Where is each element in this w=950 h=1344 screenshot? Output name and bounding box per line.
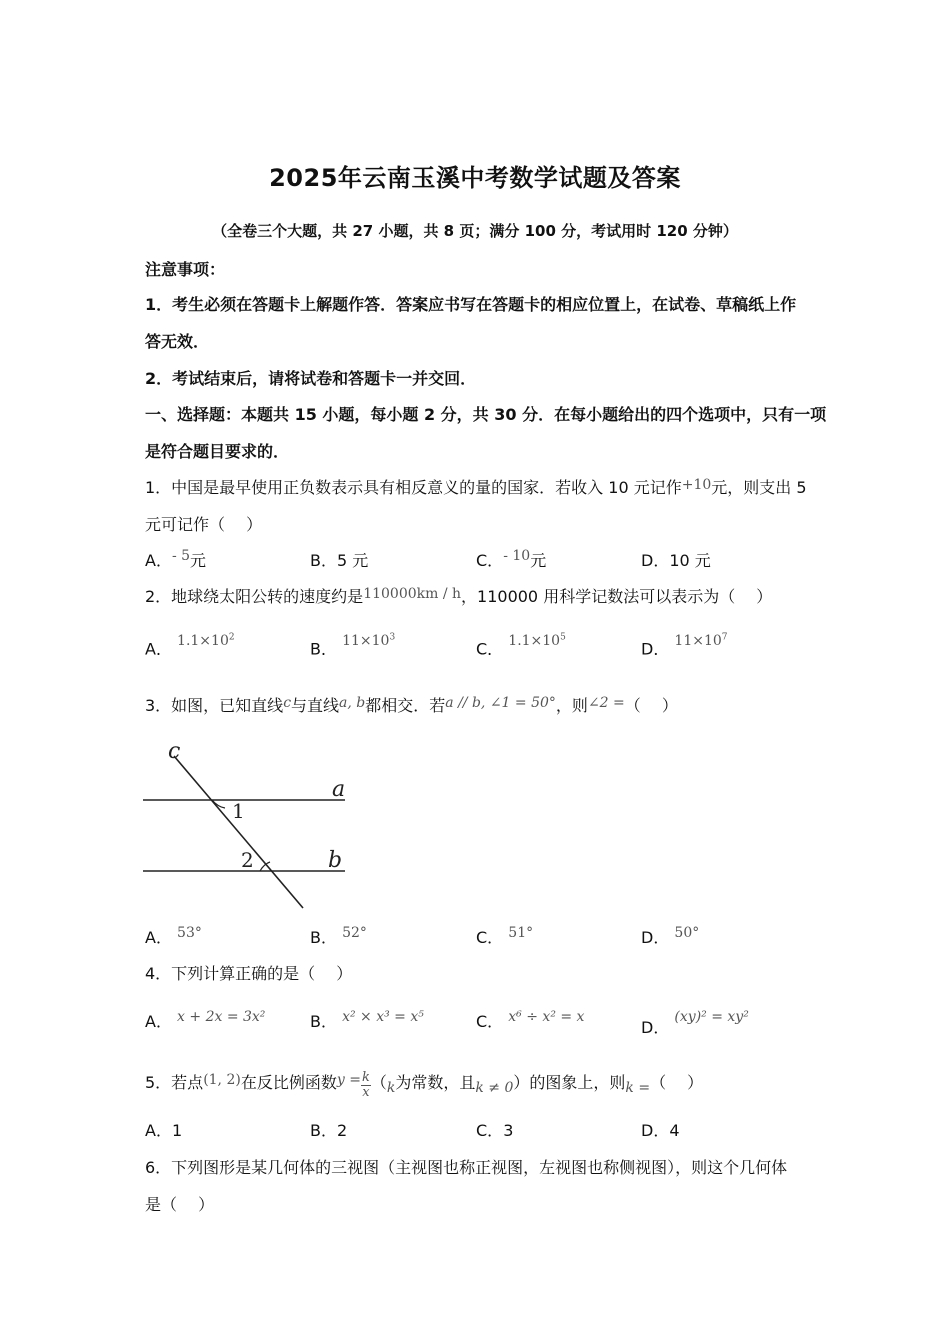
q3-option-c: C． 51° xyxy=(476,925,534,947)
question-6-text: 6．下列图形是某几何体的三视图（主视图也称正视图，左视图也称侧视图），则这个几何体 xyxy=(145,1158,788,1177)
question-4-text: 4．下列计算正确的是（ ） xyxy=(145,964,353,983)
q2-option-b: B． $11\times 10^3$ xyxy=(310,632,396,659)
q1-option-c: C．- 10元 xyxy=(476,548,547,570)
parallel-lines-figure xyxy=(140,736,360,916)
q1-text-a: 1．中国是最早使用正负数表示具有相反意义的量的国家．若收入 10 元记作 xyxy=(145,478,682,497)
q1-math-income: +10 xyxy=(681,477,712,493)
q4-option-a: A． x + 2x = 3x² xyxy=(145,1009,266,1031)
q5-option-c: C．3 xyxy=(476,1121,514,1140)
q3-option-d: D． 50° xyxy=(641,925,700,947)
q1-option-b: B．5 元 xyxy=(310,551,369,570)
q5-option-a: A．1 xyxy=(145,1121,183,1140)
q3-option-b: B． 52° xyxy=(310,925,367,947)
question-1-text xyxy=(145,475,807,498)
q2-math-speed: 110000km / h xyxy=(363,586,462,602)
q3-option-a: A． 53° xyxy=(145,925,202,947)
note-2: 2．考试结束后，请将试卷和答题卡一并交回． xyxy=(145,369,477,388)
section-1-line-1: 一、选择题：本题共 15 小题，每小题 2 分，共 30 分．在每小题给出的四个选项中，只有一项 xyxy=(145,405,827,424)
q4-option-c: C． x⁶ ÷ x² = x xyxy=(476,1009,585,1031)
q1-option-d: D．10 元 xyxy=(641,551,711,570)
label-a: a xyxy=(332,777,346,802)
q5-option-b: B．2 xyxy=(310,1121,348,1140)
q1-text-b: 元，则支出 5 xyxy=(711,478,807,497)
q4-option-d: D． (xy)² = xy² xyxy=(641,1009,749,1037)
question-1-text-2: 元可记作（ ） xyxy=(145,515,263,534)
label-angle-2: 2 xyxy=(241,848,254,872)
q1-option-a: A．- 5元 xyxy=(145,548,207,570)
notes-heading: 注意事项： xyxy=(145,260,226,279)
fraction-k-over-x: $\frac{k}{x}$ xyxy=(361,1070,370,1100)
q2-option-c: C． $1.1\times 10^5$ xyxy=(476,632,566,659)
question-5-text: 5．若点(1, 2)在反比例函数y = $\frac{k}{x}$ （k为常数，且k ≠ 0）的图象上，则k =（ ） xyxy=(145,1070,704,1100)
q4-option-b: B． x² × x³ = x⁵ xyxy=(310,1009,424,1031)
label-c: c xyxy=(168,739,181,764)
note-1-line-1: 1．考生必须在答题卡上解题作答．答案应书写在答题卡的相应位置上，在试卷、草稿纸上作 xyxy=(145,295,797,314)
line-c xyxy=(174,756,303,908)
section-1-line-2: 是符合题目要求的． xyxy=(145,442,290,461)
q2-option-a: A． $1.1\times 10^2$ xyxy=(145,632,235,659)
note-1-line-2: 答无效． xyxy=(145,332,210,351)
question-3-text: 3．如图，已知直线c与直线a, b都相交．若a // b, ∠1 = 50°，则∠2 =（ ） xyxy=(145,695,678,715)
question-6-text-2: 是（ ） xyxy=(145,1195,215,1214)
question-2-text: 2．地球绕太阳公转的速度约是110000km / h，110000 用科学记数法可以表示为（ ） xyxy=(145,586,773,606)
label-b: b xyxy=(328,848,343,873)
q2-option-d: D． $11\times 10^7$ xyxy=(641,632,728,659)
exam-info: （全卷三个大题，共 27 小题，共 8 页；满分 100 分，考试用时 120 分钟） xyxy=(212,222,738,240)
page-title: 2025年云南玉溪中考数学试题及答案 xyxy=(269,164,681,192)
label-angle-1: 1 xyxy=(232,799,245,823)
q5-option-d: D．4 xyxy=(641,1121,680,1140)
